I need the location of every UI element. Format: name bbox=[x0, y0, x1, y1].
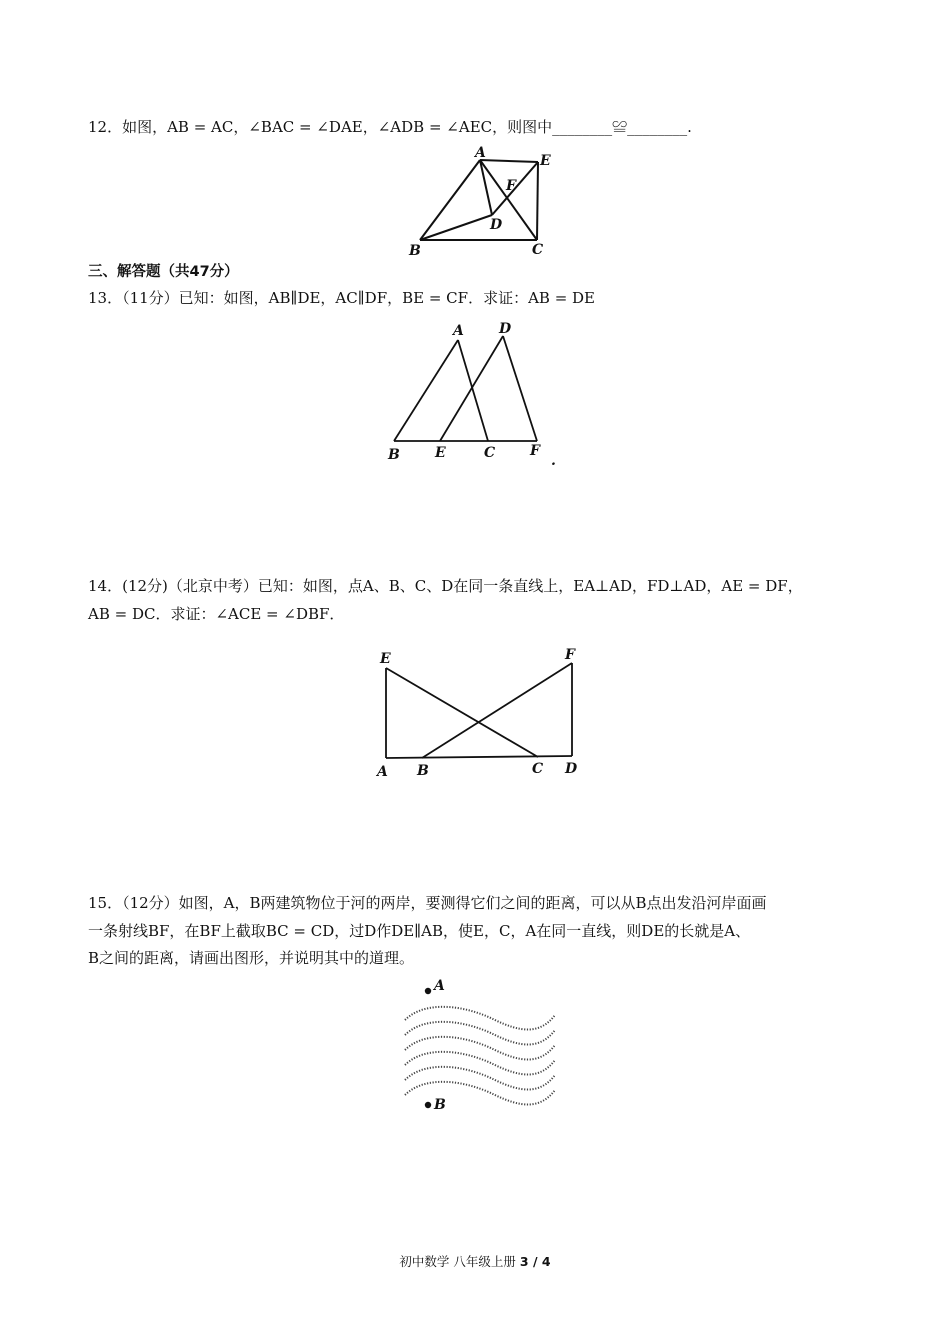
q15-line1: 15．（12分）如图，A，B两建筑物位于河的两岸，要测得它们之间的距离，可以从B点出发沿河岸面画 bbox=[88, 894, 767, 912]
wave-2 bbox=[405, 1022, 555, 1045]
q13-label-f: F bbox=[530, 443, 540, 459]
q13-label-c: C bbox=[484, 445, 496, 461]
segment-ed bbox=[440, 336, 503, 441]
q14-label-d: D bbox=[565, 761, 578, 777]
q13-label-b: B bbox=[388, 447, 400, 463]
wave-3 bbox=[405, 1037, 555, 1060]
wave-6 bbox=[405, 1082, 555, 1105]
footer-subject: 初中数学 八年级上册 bbox=[399, 1254, 516, 1269]
segment-ac bbox=[458, 340, 488, 441]
q14-line2: AB = DC．求证：∠ACE = ∠DBF． bbox=[88, 605, 345, 623]
q12-diagram bbox=[400, 145, 560, 257]
segment-ab bbox=[420, 160, 480, 240]
q14-label-b: B bbox=[417, 763, 429, 779]
q12-label-d: D bbox=[490, 217, 503, 233]
point-a bbox=[425, 988, 431, 994]
segment-ec bbox=[537, 162, 538, 240]
point-b bbox=[425, 1102, 431, 1108]
wave-1 bbox=[405, 1007, 555, 1030]
q13-text: 13．（11分）已知：如图，AB∥DE，AC∥DF，BE = CF．求证：AB = DE bbox=[88, 289, 596, 307]
q13-label-d: D bbox=[499, 321, 512, 337]
segment-ec bbox=[386, 668, 538, 757]
q13-figure bbox=[382, 318, 572, 468]
section-title: 三、解答题（共47分） bbox=[88, 264, 239, 280]
q14-label-a: A bbox=[377, 764, 388, 780]
q14-figure bbox=[370, 645, 590, 785]
q12-label-e: E bbox=[540, 153, 551, 169]
q13-diagram bbox=[382, 318, 572, 468]
q15-diagram bbox=[395, 975, 565, 1120]
q12-label-b: B bbox=[409, 243, 421, 257]
q13-period: . bbox=[551, 453, 556, 468]
q13-label-a: A bbox=[453, 323, 464, 339]
wave-4 bbox=[405, 1052, 555, 1075]
q14-label-c: C bbox=[532, 761, 544, 777]
page-footer bbox=[0, 1252, 950, 1270]
q15-label-a: A bbox=[434, 978, 445, 994]
q12-label-a: A bbox=[475, 145, 486, 161]
q14-diagram bbox=[370, 645, 590, 785]
q13-label-e: E bbox=[435, 445, 446, 461]
wave-5 bbox=[405, 1067, 555, 1090]
segment-ae bbox=[480, 160, 538, 162]
q14-line1: 14．(12分)（北京中考）已知：如图，点A、B、C、D在同一条直线上，EA⊥AD，FD⊥AD，AE = DF， bbox=[88, 577, 803, 595]
river-waves bbox=[405, 1007, 555, 1105]
footer-page-number: 3 / 4 bbox=[519, 1254, 551, 1269]
q12-label-f: F bbox=[506, 178, 516, 194]
segment-bd bbox=[420, 215, 492, 240]
segment-ad bbox=[386, 756, 572, 758]
q15-figure bbox=[395, 975, 565, 1120]
segment-bf bbox=[422, 663, 572, 758]
q12-figure bbox=[400, 145, 560, 257]
q15-line3: B之间的距离，请画出图形，并说明其中的道理。 bbox=[88, 949, 415, 967]
segment-df bbox=[503, 336, 537, 441]
q15-line2: 一条射线BF，在BF上截取BC = CD，过D作DE∥AB，使E，C，A在同一直线，则DE的长就是A、 bbox=[88, 922, 751, 940]
q14-label-f: F bbox=[565, 647, 575, 663]
q12-text: 12．如图，AB = AC，∠BAC = ∠DAE，∠ADB = ∠AEC，则图中________≌________. bbox=[88, 118, 692, 136]
q12-label-c: C bbox=[532, 242, 544, 257]
q15-label-b: B bbox=[434, 1097, 446, 1113]
q14-label-e: E bbox=[380, 651, 391, 667]
